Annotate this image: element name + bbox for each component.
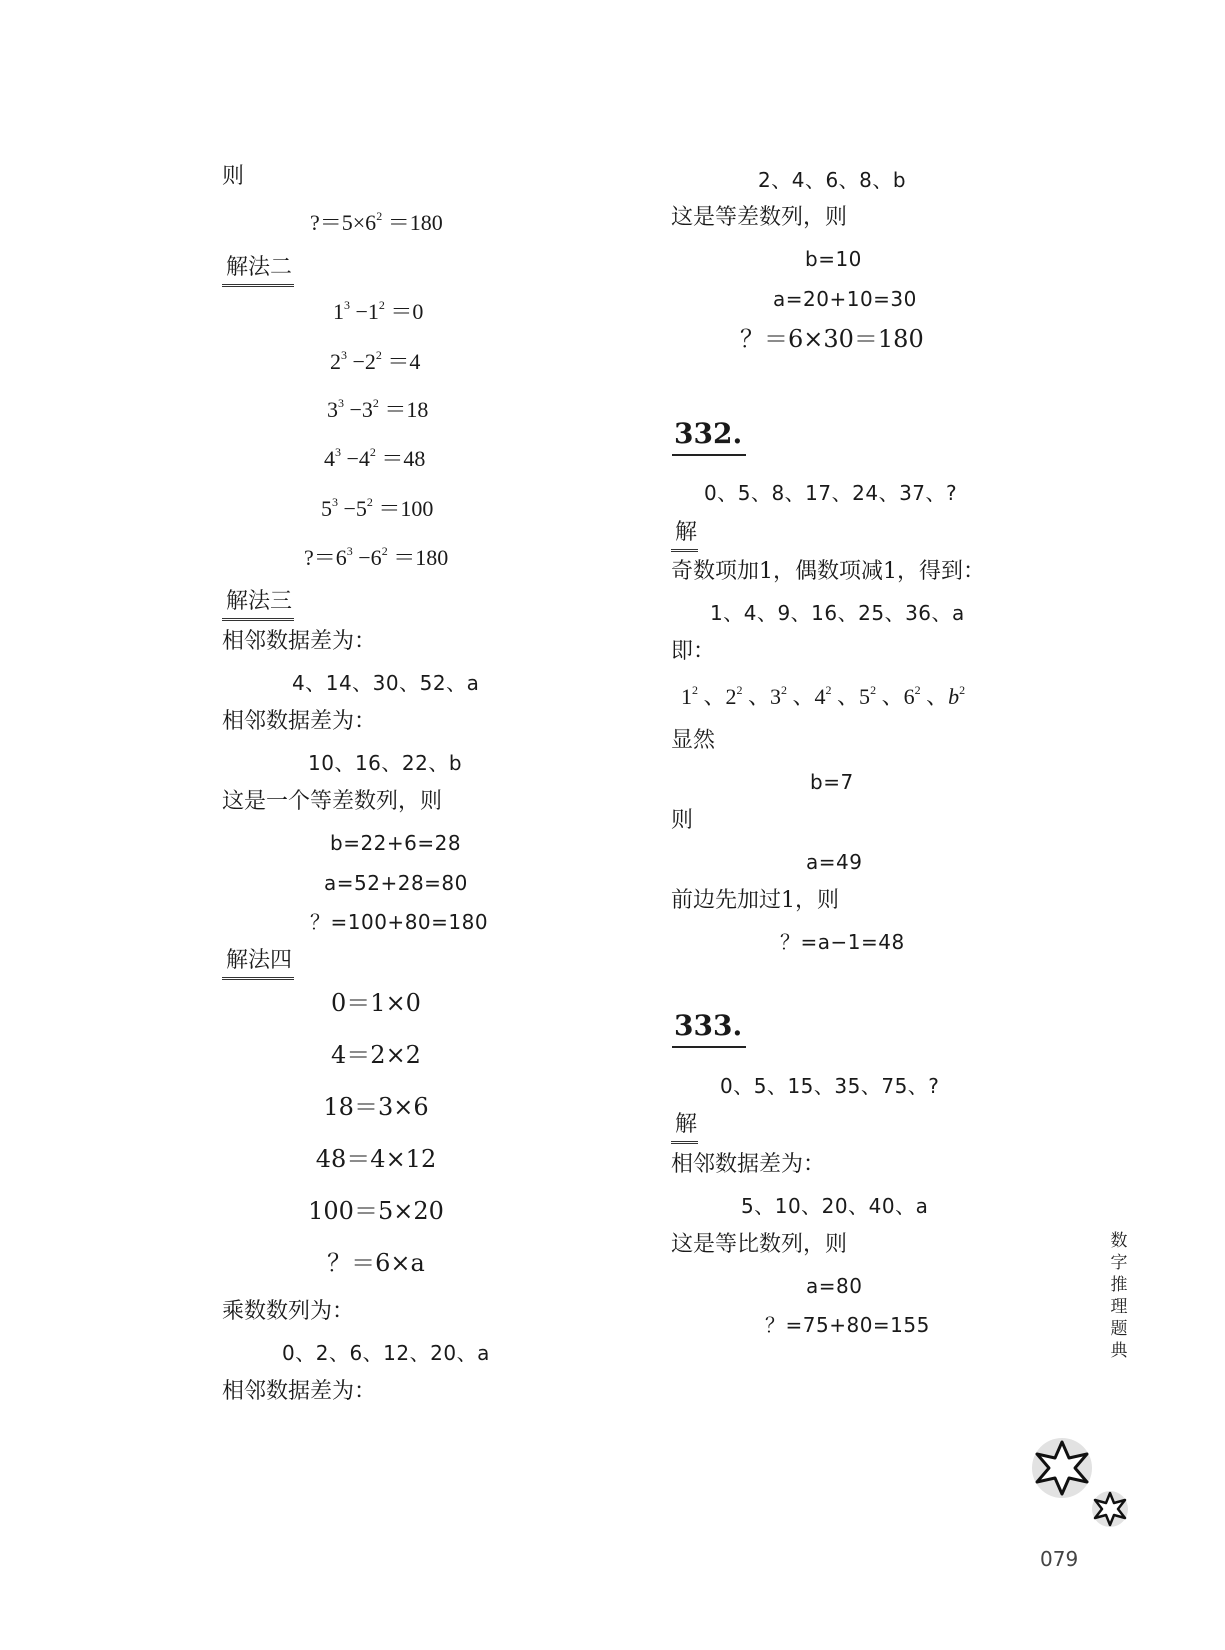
squares-sequence: $1^2$ 、$2^2$ 、$3^2$ 、$4^2$ 、$5^2$ 、$6^2$ 、$b^2$ — [681, 683, 966, 709]
text-line: 这是一个等差数列，则 — [222, 789, 443, 814]
equation-line: $5^3 -5^2 =100$ — [321, 495, 434, 521]
text-line: 这是等差数列，则 — [671, 205, 848, 230]
text-line: 则 — [671, 808, 694, 833]
equation-line: a=20+10=30 — [773, 287, 917, 311]
sequence-line: 4、14、30、52、a — [292, 671, 480, 695]
heading-solution: 解 — [671, 1110, 698, 1144]
text-line: 这是等比数列，则 — [671, 1232, 848, 1257]
equation-line: $2^3 -2^2 =4$ — [330, 348, 421, 374]
text-line: 显然 — [671, 728, 716, 753]
equation-line: 48＝4×12 — [315, 1145, 437, 1173]
equation-line: ？=a−1=48 — [780, 930, 905, 954]
heading-method-3: 解法三 — [222, 587, 294, 621]
page-number: 079 — [1040, 1547, 1079, 1571]
equation-line: 100＝5×20 — [308, 1197, 444, 1225]
book-title-vertical — [1106, 1230, 1132, 1362]
book-title-text: 数 字 推 理 题 典 — [1110, 1231, 1128, 1361]
text-line: 相邻数据差为： — [671, 1152, 826, 1177]
sequence-line: 5、10、20、40、a — [741, 1194, 929, 1218]
equation-result: ？＝6×30＝180 — [740, 325, 924, 353]
heading-solution: 解 — [671, 518, 698, 552]
equation-line: $?=6^3 -6^2 =180$ — [304, 544, 449, 570]
sequence-line: 10、16、22、b — [308, 751, 463, 775]
sequence-line: 2、4、6、8、b — [758, 168, 907, 192]
text-line: 即： — [671, 639, 716, 664]
equation-line: b=10 — [805, 247, 862, 271]
text-line: 相邻数据差为： — [222, 1379, 377, 1404]
problem-number-333: 333. — [672, 1008, 746, 1048]
text-line: 乘数数列为： — [222, 1299, 355, 1324]
equation-line: $4^3 -4^2 =48$ — [324, 445, 426, 471]
problem-question: 0、5、15、35、75、? — [720, 1074, 940, 1098]
equation-line: b=22+6=28 — [330, 831, 462, 855]
equation-line: a=49 — [806, 850, 863, 874]
problem-number-332: 332. — [672, 416, 746, 456]
heading-method-2: 解法二 — [222, 253, 294, 287]
equation-line: ？=100+80=180 — [310, 910, 489, 934]
equation-result: $?=5\times 6^2 =180$ — [310, 209, 443, 235]
equation-line: a=80 — [806, 1274, 863, 1298]
equation-line: 18＝3×6 — [323, 1093, 429, 1121]
text-line: 相邻数据差为： — [222, 629, 377, 654]
equation-line: b=7 — [810, 770, 854, 794]
small-star-icon — [1088, 1486, 1133, 1531]
sequence-line: 0、2、6、12、20、a — [282, 1341, 490, 1365]
equation-line: 0＝1×0 — [331, 989, 421, 1017]
text-then: 则 — [222, 164, 245, 189]
equation-line: ？＝6×a — [327, 1249, 425, 1277]
text-line: 相邻数据差为： — [222, 709, 377, 734]
sequence-line: 1、4、9、16、25、36、a — [710, 601, 965, 625]
equation-line: ？=75+80=155 — [765, 1313, 930, 1337]
equation-line: 4＝2×2 — [331, 1041, 421, 1069]
problem-question: 0、5、8、17、24、37、? — [704, 481, 958, 505]
text-line: 奇数项加1，偶数项减1，得到： — [671, 559, 985, 584]
equation-line: a=52+28=80 — [324, 871, 468, 895]
equation-line: $1^3 -1^2 =0$ — [333, 298, 424, 324]
equation-line: $3^3 -3^2 =18$ — [327, 396, 429, 422]
heading-method-4: 解法四 — [222, 946, 294, 980]
text-line: 前边先加过1，则 — [671, 888, 839, 913]
